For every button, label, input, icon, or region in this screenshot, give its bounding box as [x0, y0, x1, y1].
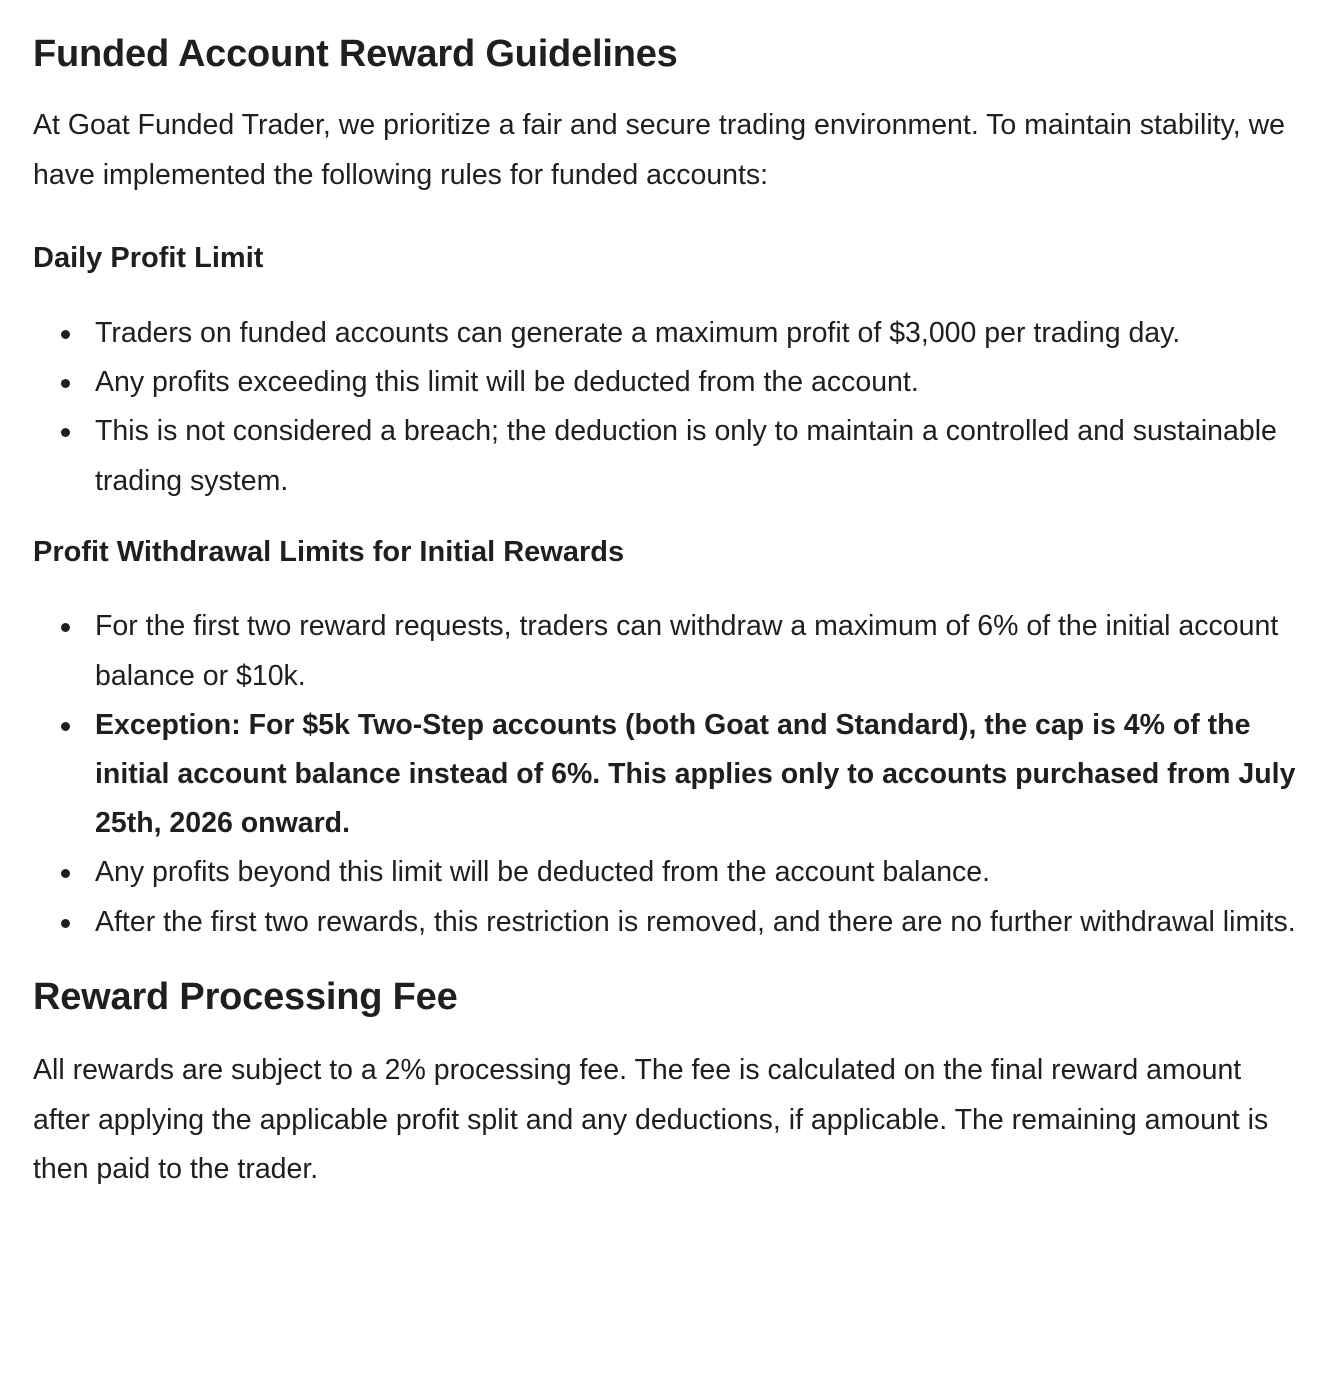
bullet-icon — [61, 379, 70, 388]
list-item — [95, 309, 1304, 358]
list-item — [95, 358, 1304, 407]
list-item — [95, 848, 1304, 897]
intro-paragraph: At Goat Funded Trader, we prioritize a fair and secure trading environment. To maintain stability, we have implemented the following rules for funded accounts: — [33, 109, 1285, 191]
bullet-icon — [61, 722, 70, 731]
withdrawal-limits-heading: Profit Withdrawal Limits for Initial Rewards — [33, 535, 625, 568]
list-item-text: This is not considered a breach; the deduction is only to maintain a controlled and sustainable trading system. — [95, 415, 1277, 497]
list-item-text: Traders on funded accounts can generate a maximum profit of $3,000 per trading day. — [95, 316, 1181, 349]
page-title: Funded Account Reward Guidelines — [33, 33, 678, 75]
processing-fee-heading: Reward Processing Fee — [33, 975, 458, 1018]
list-item — [95, 898, 1304, 947]
bullet-icon — [61, 623, 70, 632]
daily-profit-limit-list — [33, 309, 1304, 506]
withdrawal-limits-list — [33, 602, 1304, 946]
list-item-text: After the first two rewards, this restriction is removed, and there are no further withdrawal limits. — [95, 905, 1296, 938]
list-item-text: Any profits exceeding this limit will be deducted from the account. — [95, 366, 919, 399]
bullet-icon — [61, 869, 70, 878]
list-item-text: Any profits beyond this limit will be deducted from the account balance. — [95, 856, 991, 889]
list-item-text: Exception: For $5k Two-Step accounts (both Goat and Standard), the cap is 4% of the initial account balance instead of 6%. This applies only to accounts purchased from July 25th, 2026 onward. — [95, 708, 1296, 840]
daily-profit-limit-heading: Daily Profit Limit — [33, 242, 264, 275]
bullet-icon — [61, 428, 70, 437]
list-item — [95, 407, 1304, 505]
list-item — [95, 602, 1304, 700]
bullet-icon — [61, 919, 70, 928]
bullet-icon — [61, 330, 70, 339]
processing-fee-paragraph: All rewards are subject to a 2% processing fee. The fee is calculated on the final reward amount after applying the applicable profit split and any deductions, if applicable. The remaining amount is then paid to the trader. — [33, 1054, 1269, 1186]
list-item-text: For the first two reward requests, traders can withdraw a maximum of 6% of the initial account balance or $10k. — [95, 610, 1279, 692]
exception-list-item — [95, 701, 1304, 849]
